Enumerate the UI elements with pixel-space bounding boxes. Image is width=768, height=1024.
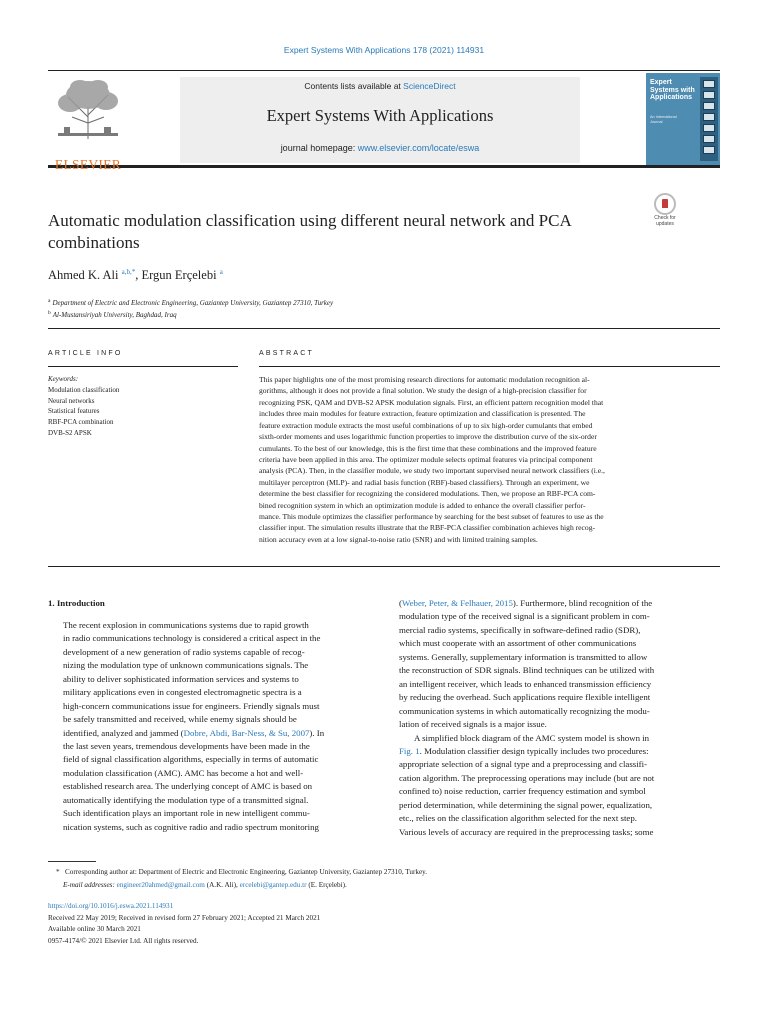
contents-prefix: Contents lists available at <box>304 81 404 91</box>
body-column-right <box>399 597 718 839</box>
email-link[interactable]: ercelebi@gantep.edu.tr <box>239 880 307 889</box>
check-for-updates-button[interactable] <box>648 193 682 231</box>
cover-subtitle: An International Journal <box>650 115 677 124</box>
homepage-prefix: journal homepage: <box>280 143 358 153</box>
running-head-link[interactable]: Expert Systems With Applications 178 (2021) 114931 <box>283 45 485 55</box>
available-online: Available online 30 March 2021 <box>48 925 141 934</box>
journal-header-box <box>180 77 580 163</box>
keyword-item: RBF-PCA combination <box>48 418 114 427</box>
author-name: Ergun Erçelebi <box>141 268 217 282</box>
abstract-heading: ABSTRACT <box>259 350 314 357</box>
keyword-item: Statistical features <box>48 407 100 416</box>
keyword-item: Modulation classification <box>48 385 120 394</box>
cover-title: Expert Systems with Applications <box>650 79 695 101</box>
figure-link[interactable]: Fig. 1 <box>399 745 420 756</box>
corresponding-author-note: * Corresponding author at: Department of Electric and Electronic Engineering, Gaziantep University, Gaziantep 27310, Turkey. <box>56 868 428 876</box>
keyword-item: DVB-S2 APSK <box>48 428 92 437</box>
journal-masthead <box>48 70 720 172</box>
keywords-box <box>48 366 238 439</box>
affiliation-item: $^a$ Department of Electric and Electronic Engineering, Gaziantep University, Gaziantep 27310, Turkey <box>48 298 334 307</box>
received-dates: Received 22 May 2019; Received in revised form 27 February 2021; Accepted 21 March 2021 <box>48 913 321 922</box>
journal-title: Expert Systems With Applications <box>266 106 494 125</box>
publication-info <box>48 901 320 947</box>
keyword-item: Neural networks <box>48 396 95 405</box>
elsevier-tree-icon <box>54 77 122 141</box>
paragraph: The recent explosion in communications systems due to rapid growth in radio communications technology is considered a critical aspect in the development of a new generation of radio systems capable of recog- nizing the modulation type of unknown communications signals. The ability to deliver sophisticated information services and systems to military applications even in congested electromagnetic spectra is a high-concern communications issue for engineers. Friendly signals must be safely transmitted and received, while enemy signals should be identified, analyzed and jammed (Dobre, Abdi, Bar-Ness, & Su, 2007). In the last seven years, tremendous developments have been made in the field of signal classification algorithms, especially in terms of automatic modulation classification (AMC). AMC has become a hot and well- established research area. The underlying concept of AMC is based on automatically identifying the modulation type of a transmitted signal. Such identification plays an important role in new intelligent commu- nication systems, such as cognitive radio and radio spectrum monitoring <box>63 619 325 832</box>
paragraph: A simplified block diagram of the AMC system model is shown in Fig. 1. Modulation classifier design typically includes two procedures: appropriate selection of a signal type and a preprocessing and classifi- cation algorithm. The preprocessing operations may include (but are not confined to) noise reduction, carrier frequency estimation and symbol period determination, while determining the signal power, equalization, etc., relies on the classification algorithm selected for the next step. Various levels of accuracy are required in the preprocessing tasks; some <box>399 732 655 837</box>
divider <box>48 566 720 567</box>
email-addresses: E-mail addresses: engineer20ahmed@gmail.com (A.K. Ali), ercelebi@gantep.edu.tr (E. Erçelebi). <box>63 880 347 889</box>
author-name: Ahmed K. Ali <box>48 268 119 282</box>
journal-cover-thumbnail[interactable] <box>646 73 720 165</box>
citation-link[interactable]: Dobre, Abdi, Bar-Ness, & Su, 2007 <box>183 727 310 738</box>
affiliation-item: $^b$ Al-Mustansiriyah University, Baghdad, Iraq <box>48 310 177 319</box>
body-column-left <box>48 597 367 834</box>
author-affiliation-marks[interactable]: a <box>219 268 223 276</box>
publisher-wordmark: ELSEVIER <box>54 157 122 172</box>
article-title: Automatic modulation classification using different neural network and PCA combinations <box>48 211 571 252</box>
citation-link[interactable]: Weber, Peter, & Felhauer, 2015 <box>401 598 513 608</box>
cover-image-strip <box>700 77 718 161</box>
section-heading: 1. Introduction <box>48 598 105 608</box>
author-affiliation-marks[interactable]: a,b,* <box>121 268 136 276</box>
author-list: Ahmed K. Ali $^{a,b,*}$, Ergun Erçelebi $^a$ <box>48 268 223 282</box>
doi-link[interactable]: https://doi.org/10.1016/j.eswa.2021.114931 <box>48 902 174 910</box>
keywords-label: Keywords: <box>48 375 79 383</box>
footnote-divider <box>48 861 96 862</box>
abstract-text: This paper highlights one of the most promising research directions for automatic modulation recognition al- gorithms, although it does not provide a final solution. We study the design of a high-precision classifier for recognizing PSK, QAM and DVB-S2 APSK modulation signals. First, an efficient pattern recognition model that includes three main modules for feature extraction, feature optimization and classification is presented. The feature extraction module extracts the most useful combinations of up to six high-order cumulants that embed sixth-order moments and uses logarithmic function properties to improve the distribution curve of the six-order cumulants. To the best of our knowledge, this is the first time that these combinations and the improved feature criteria have been applied in this area. The optimizer module selects optimal features via principal component analysis (PCA). Then, in the classifier module, we study two important supervised neural network classifiers (i.e., multilayer perceptron (MLP)- and radial basis function (RBF)-based classifiers). Through an experiment, we determine the best classifier for recognizing the considered modulations. Then, we propose an RBF-PCA com- bined recognition system in which an optimization module is added to enhance the overall classifier perfor- mance. This module optimizes the classifier performance by searching for the best subset of features to use as the classifier input. The simulation results illustrate that the RBF-PCA classifier combination achieves high recog- nition accuracy even at a low signal-to-noise ratio (SNR) and with limited training samples. <box>259 375 605 544</box>
check-for-updates-label: Check for updates <box>654 215 676 227</box>
article-info-heading: ARTICLE INFO <box>48 350 123 357</box>
sciencedirect-link[interactable]: ScienceDirect <box>403 81 456 91</box>
contents-line <box>180 81 580 91</box>
homepage-line <box>180 143 580 153</box>
abstract-body <box>259 366 720 545</box>
affiliations <box>48 296 333 320</box>
email-link[interactable]: engineer20ahmed@gmail.com <box>116 880 205 889</box>
paragraph: (Weber, Peter, & Felhauer, 2015). Furthermore, blind recognition of the modulation type of the received signal is a significant problem in com- mercial radio systems, specifically in software-defined radio (SDR), which must cooperate with an assortment of other communications systems. Generally, supplementary information is transmitted to allow the reconstruction of SDR signals. Blind techniques can be utilized with an intelligent receiver, which leads to enhanced transmission efficiency by reducing the overhead. Such applications require flexible intelligent communication systems in which automatically recognizing the modu- lation of received signals is a major issue. <box>399 598 655 730</box>
elsevier-logo <box>48 77 128 172</box>
footnotes <box>48 866 720 891</box>
journal-homepage-link[interactable]: www.elsevier.com/locate/eswa <box>357 143 480 153</box>
copyright: 0957-4174/© 2021 Elsevier Ltd. All rights reserved. <box>48 936 199 945</box>
divider <box>48 328 720 329</box>
bookmark-icon <box>654 193 676 215</box>
